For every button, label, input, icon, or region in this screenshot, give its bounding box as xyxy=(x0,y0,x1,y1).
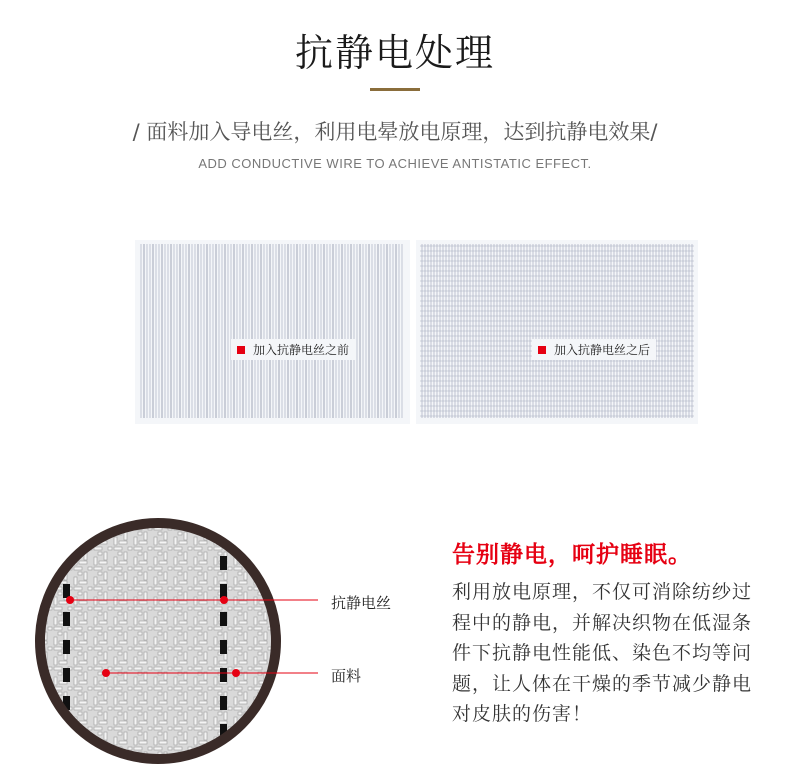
after-panel xyxy=(416,240,698,424)
subtitle-en: ADD CONDUCTIVE WIRE TO ACHIEVE ANTISTATIC EFFECT. xyxy=(198,156,592,171)
feature-headline: 告别静电，呵护睡眠。 xyxy=(452,542,692,568)
red-marker-icon xyxy=(538,346,546,354)
fabric-magnifier xyxy=(33,506,283,780)
red-marker-icon xyxy=(237,346,245,354)
page-title: 抗静电处理 xyxy=(294,31,495,75)
before-panel xyxy=(135,240,410,424)
vertical-fiber-pattern xyxy=(135,240,410,424)
subtitle-cn: / 面料加入导电丝，利用电晕放电原理，达到抗静电效果/ xyxy=(132,120,658,144)
grid-fiber-pattern xyxy=(416,240,698,424)
before-caption xyxy=(231,339,355,360)
fabric-weave-illustration xyxy=(33,506,283,776)
feature-body: 利用放电原理，不仅可消除纺纱过程中的静电，并解决织物在低湿条件下抗静电性能低、染色不均等问题，让人体在干燥的季节减少静电对皮肤的伤害！ xyxy=(452,581,753,725)
before-label: 加入抗静电丝之前 xyxy=(253,343,350,357)
after-caption xyxy=(532,339,656,360)
after-label: 加入抗静电丝之后 xyxy=(554,343,651,357)
wire-callout-label: 抗静电丝 xyxy=(331,594,392,612)
title-divider xyxy=(370,88,420,91)
fabric-callout-label: 面料 xyxy=(331,667,362,685)
